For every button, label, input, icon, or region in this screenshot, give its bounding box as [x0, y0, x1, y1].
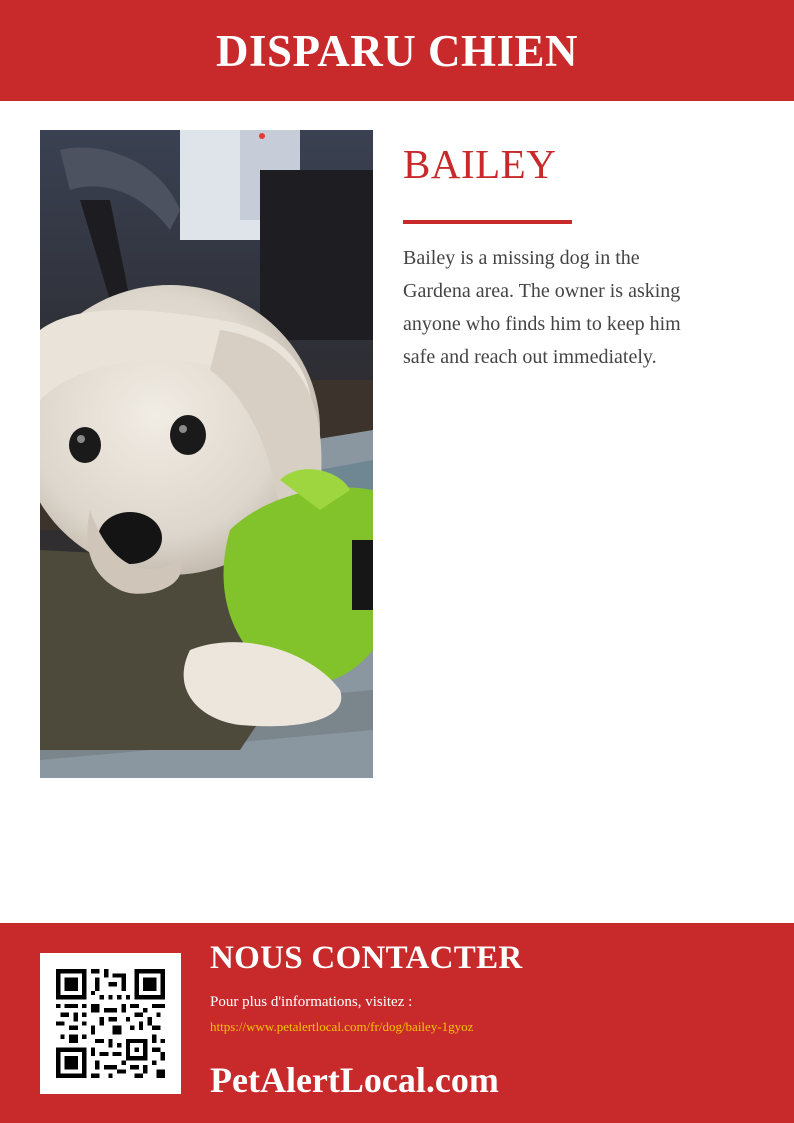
- contact-footer: [0, 923, 794, 1123]
- pet-photo: [40, 130, 373, 778]
- brand-name: PetAlertLocal.com: [210, 1060, 499, 1100]
- info-label: Pour plus d'informations, visitez :: [210, 994, 413, 1010]
- contact-title: NOUS CONTACTER: [210, 940, 523, 976]
- pet-description: Bailey is a missing dog in the Gardena area. The owner is asking anyone who finds him to keep him safe and reach out immediately.: [403, 247, 681, 368]
- name-divider: [403, 220, 572, 224]
- info-link[interactable]: https://www.petalertlocal.com/fr/dog/bailey-1gyoz: [210, 1019, 474, 1034]
- qr-code-icon: [56, 969, 165, 1078]
- page-title: DISPARU CHIEN: [216, 25, 578, 76]
- header-banner: [0, 0, 794, 101]
- pet-name: BAILEY: [403, 141, 557, 187]
- qr-code[interactable]: [40, 953, 181, 1094]
